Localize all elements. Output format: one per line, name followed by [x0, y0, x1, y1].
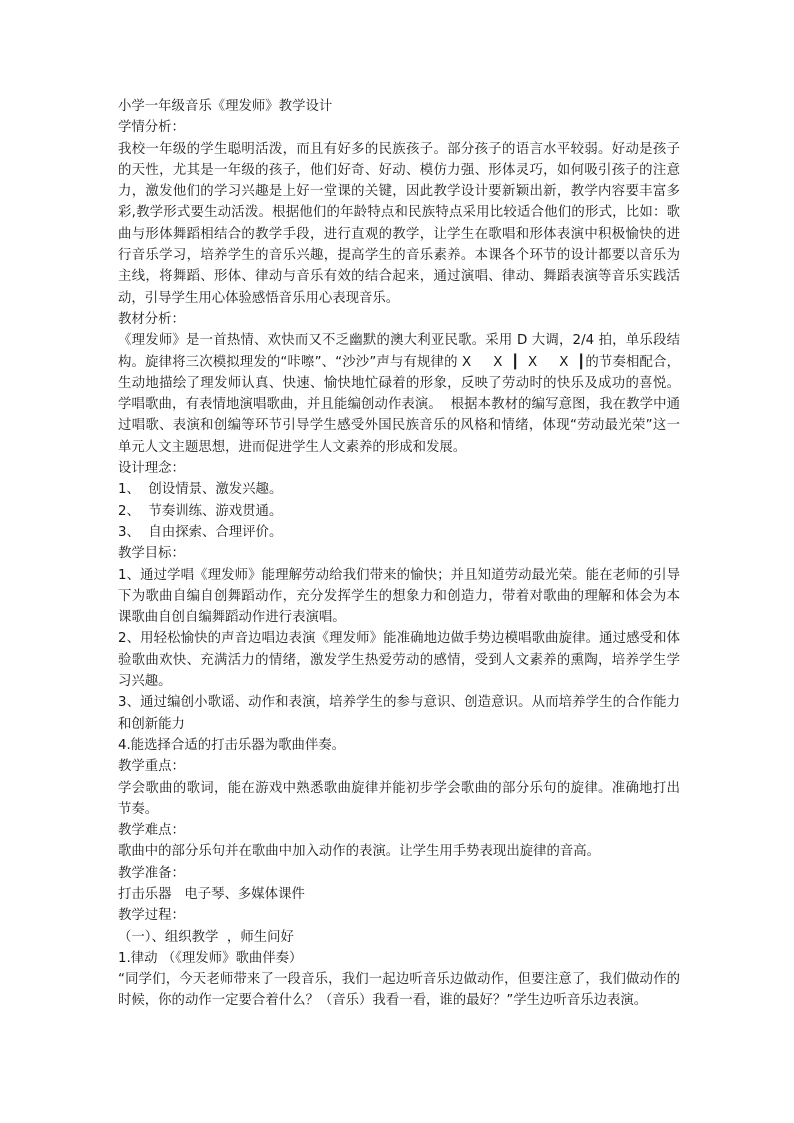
paragraph: 1、通过学唱《理发师》能理解劳动给我们带来的愉快；并且知道劳动最光荣。能在老师的引导下为歌曲自编自创舞蹈动作，充分发挥学生的想象力和创造力，带着对歌曲的理解和体会为本课歌曲自创自编舞蹈动作进行表演唱。	[118, 567, 680, 626]
list-item: 1、 创设情景、激发兴趣。	[118, 482, 283, 498]
list-item: 3、 自由探索、合理评价。	[118, 524, 283, 540]
paragraph: 学会歌曲的歌词，能在游戏中熟悉歌曲旋律并能初步学会歌曲的部分乐句的旋律。准确地打出节奏。	[118, 780, 680, 817]
paragraph: 歌曲中的部分乐句并在歌曲中加入动作的表演。让学生用手势表现出旋律的音高。	[118, 844, 601, 860]
section-heading-preparation: 教学准备：	[118, 865, 185, 881]
paragraph: 2、用轻松愉快的声音边唱边表演《理发师》能准确地边做手势边模唱歌曲旋律。通过感受和体验歌曲欢快、充满活力的情绪，激发学生热爱劳动的感情，受到人文素养的熏陶，培养学生学习兴趣。	[118, 631, 680, 690]
paragraph: 《理发师》是一首热情、欢快而又不乏幽默的澳大利亚民歌。采用 D 大调，2/4 拍，单乐段结构。旋律将三次模拟理发的“咔嚓”、“沙沙”声与有规律的 X X ┃ X X ┃的节奏相配合，生动地描绘了理发师认真、快速、愉快地忙碌着的形象，反映了劳动时的快乐及成功的喜悦。学唱歌曲，有表情地演唱歌曲，并且能编创动作表演。 根据本教材的编写意图，我在教学中通过唱歌、表演和创编等环节引导学生感受外国民族音乐的风格和情绪，体现“劳动最光荣”这一单元人文主题思想，进而促进学生人文素养的形成和发展。	[118, 333, 680, 455]
list-item: 2、 节奏训练、游戏贯通。	[118, 503, 283, 519]
paragraph: 3、通过编创小歌谣、动作和表演，培养学生的参与意识、创造意识。从而培养学生的合作能力和创新能力	[118, 695, 680, 732]
section-heading-difficulties: 教学难点：	[118, 823, 185, 839]
section-heading-design-concept: 设计理念：	[118, 461, 185, 477]
paragraph: （一）、组织教学 ，师生问好	[118, 929, 294, 945]
section-heading-teaching-goals: 教学目标：	[118, 546, 185, 562]
paragraph: “同学们，今天老师带来了一段音乐，我们一起边听音乐边做动作，但要注意了，我们做动作的时候，你的动作一定要合着什么？（音乐）我看一看，谁的最好？”学生边听音乐边表演。	[118, 972, 680, 1009]
section-heading-key-points: 教学重点：	[118, 759, 185, 775]
section-heading-learner-analysis: 学情分析：	[118, 120, 185, 136]
paragraph: 打击乐器 电子琴、多媒体课件	[118, 886, 305, 902]
paragraph: 4.能选择合适的打击乐器为歌曲伴奏。	[118, 737, 346, 753]
paragraph: 1.律动 （《理发师》歌曲伴奏）	[118, 950, 303, 966]
section-heading-process: 教学过程：	[118, 908, 185, 924]
document-body	[118, 96, 680, 1012]
section-heading-material-analysis: 教材分析：	[118, 311, 185, 327]
document-title: 小学一年级音乐《理发师》教学设计	[118, 99, 333, 114]
paragraph: 我校一年级的学生聪明活泼，而且有好多的民族孩子。部分孩子的语言水平较弱。好动是孩子的天性，尤其是一年级的孩子，他们好奇、好动、模仿力强、形体灵巧，如何吸引孩子的注意力，激发他们的学习兴趣是上好一堂课的关键，因此教学设计要新颖出新，教学内容要丰富多彩,教学形式要生动活泼。根据他们的年龄特点和民族特点采用比较适合他们的形式，比如：歌曲与形体舞蹈相结合的教学手段，进行直观的教学，让学生在歌唱和形体表演中积极愉快的进行音乐学习，培养学生的音乐兴趣，提高学生的音乐素养。本课各个环节的设计都要以音乐为主线，将舞蹈、形体、律动与音乐有效的结合起来，通过演唱、律动、舞蹈表演等音乐实践活动，引导学生用心体验感悟音乐用心表现音乐。	[118, 141, 680, 306]
